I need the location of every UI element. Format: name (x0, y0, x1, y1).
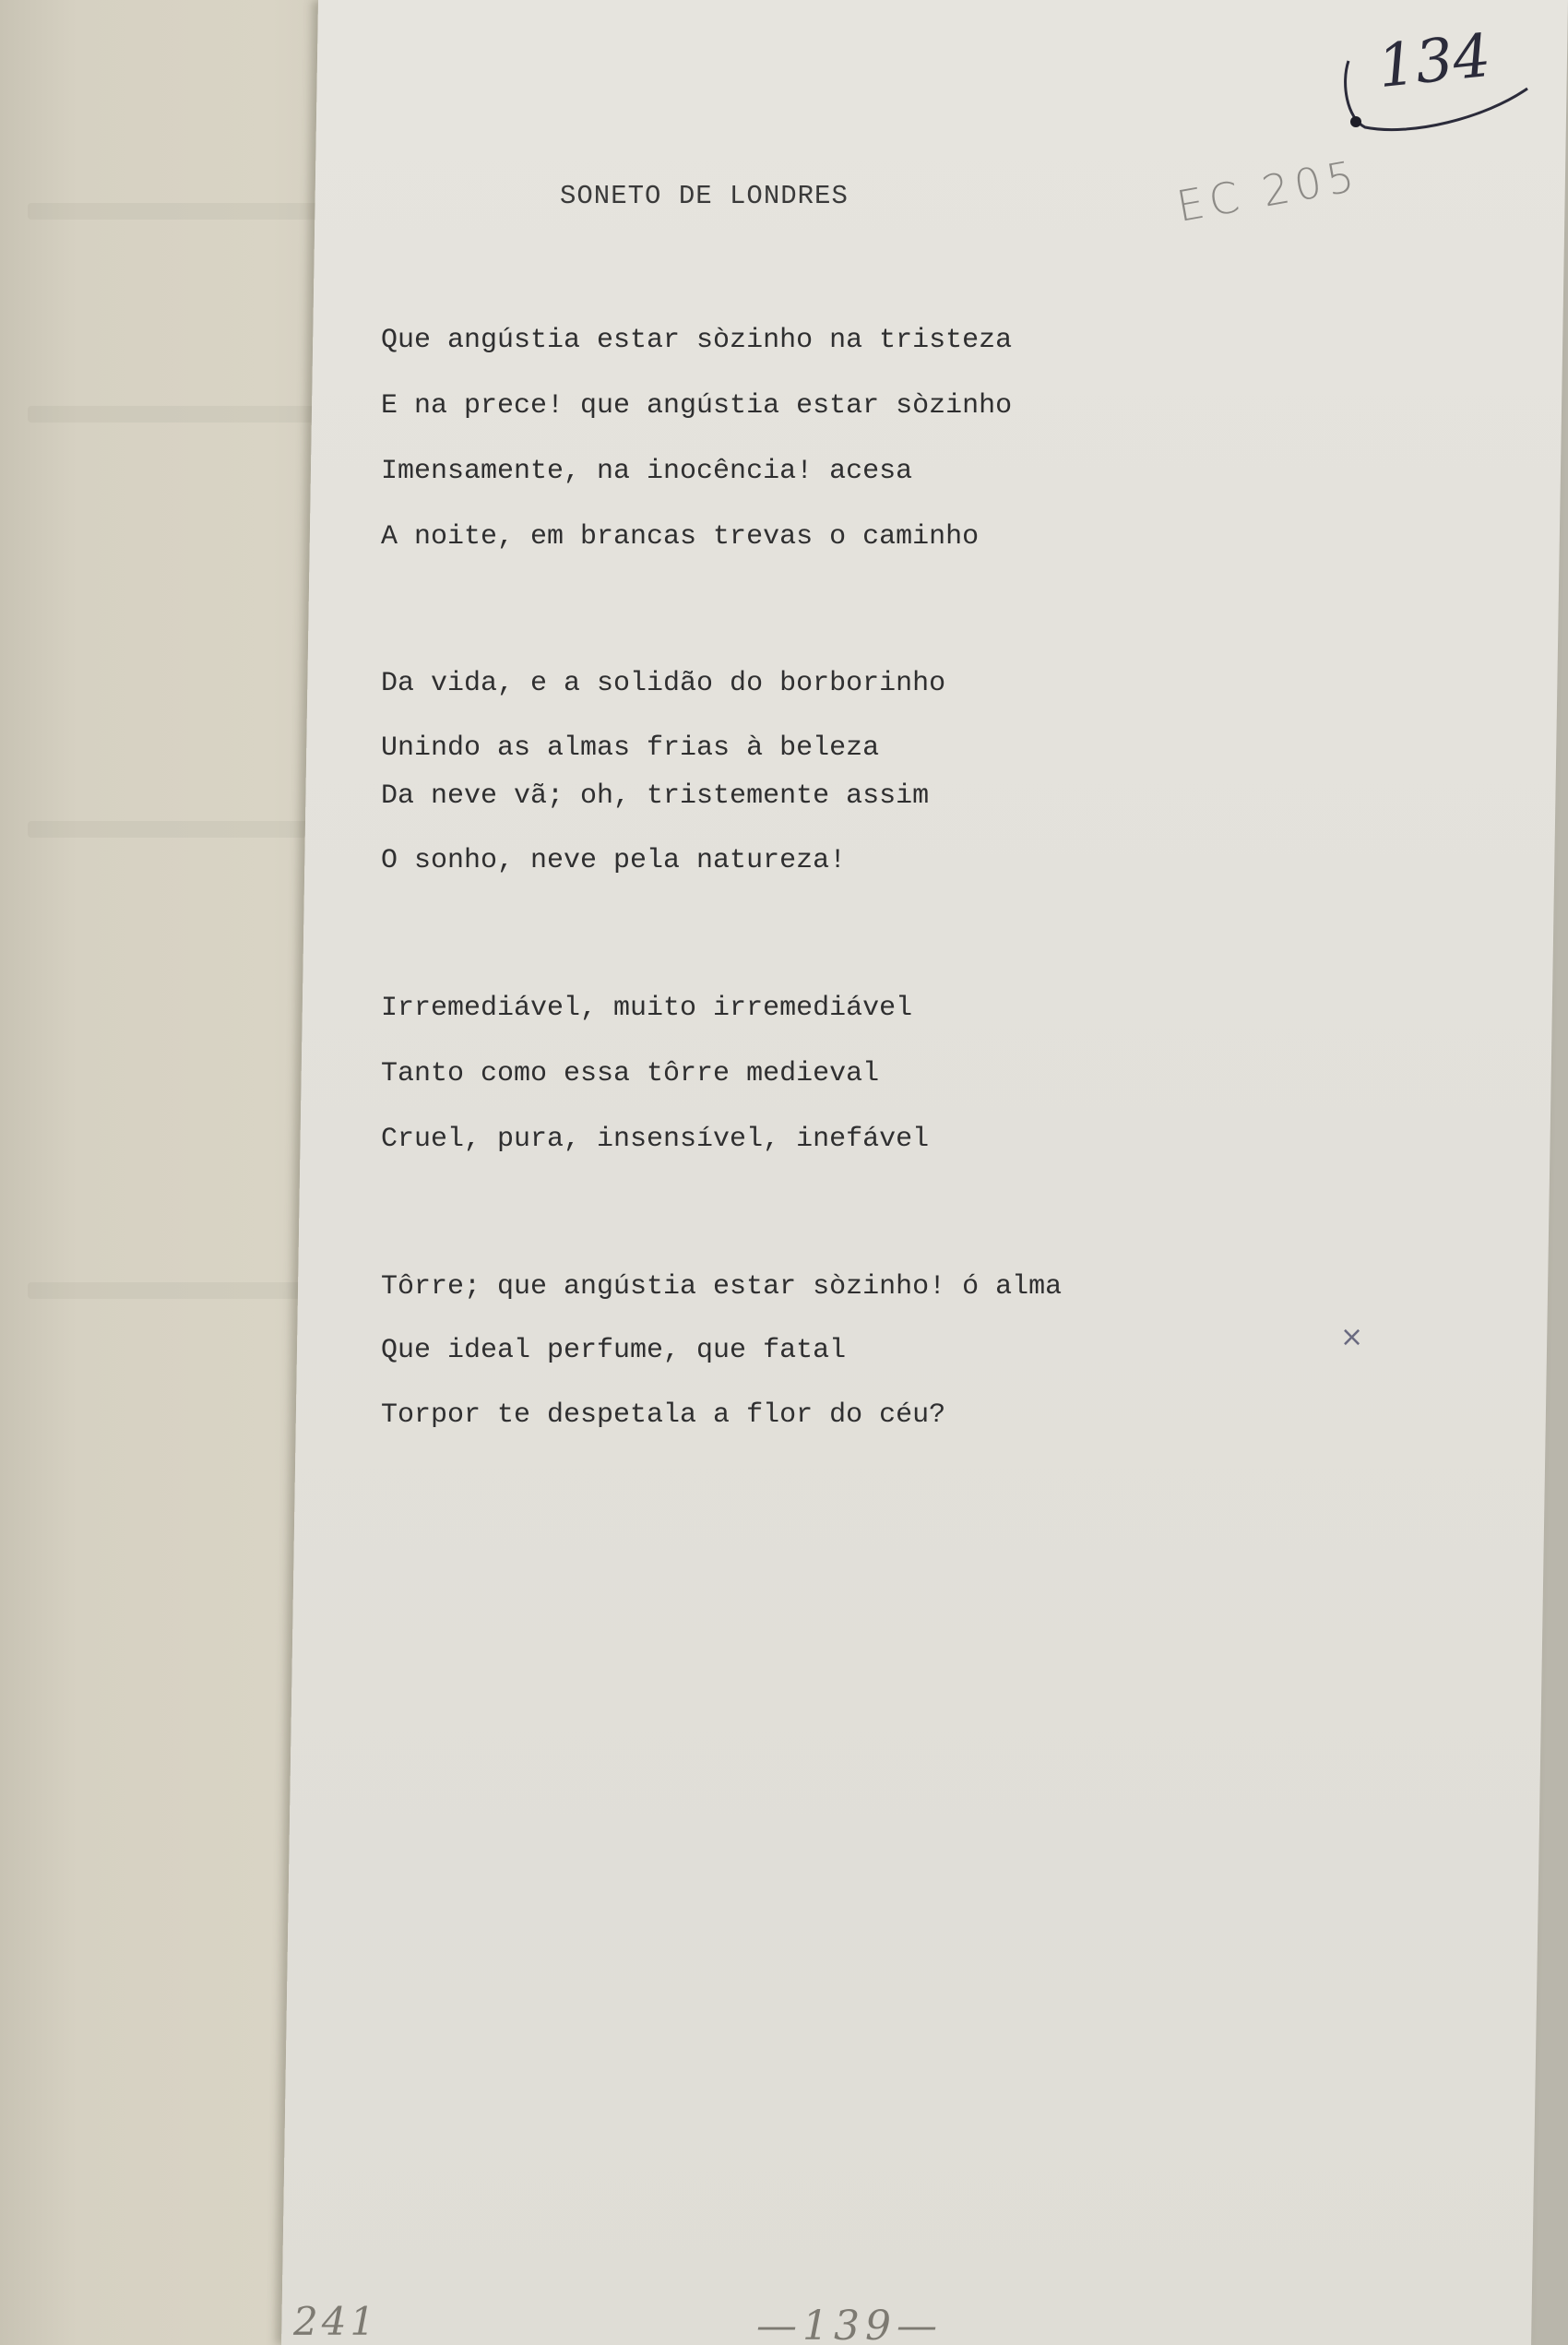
bottom-left-pencil-note: 241 (293, 2299, 379, 2344)
poem-line: Imensamente, na inocência! acesa (381, 456, 913, 487)
poem-line: O sonho, neve pela natureza! (381, 845, 847, 876)
poem-line: Da vida, e a solidão do borborinho (381, 668, 946, 699)
poem-line: Unindo as almas frias à beleza (381, 732, 880, 764)
poem-line: Irremediável, muito irremediável (381, 993, 913, 1024)
folio-annotation (1337, 18, 1531, 148)
poem-line: Que ideal perfume, que fatal (381, 1335, 847, 1366)
margin-x-mark: × (1340, 1321, 1364, 1353)
folio-number: 134 (1374, 21, 1494, 102)
poem-line: Tanto como essa tôrre medieval (381, 1058, 880, 1089)
pencil-archive-code: EC 205 (1172, 150, 1363, 232)
poem-title: SONETO DE LONDRES (560, 181, 849, 211)
poem-line: Que angústia estar sòzinho na tristeza (381, 325, 1013, 356)
poem-line: Cruel, pura, insensível, inefável (381, 1124, 930, 1155)
poem-line: A noite, em brancas trevas o caminho (381, 521, 980, 553)
poem-line: Da neve vã; oh, tristemente assim (381, 780, 930, 812)
poem-line: Tôrre; que angústia estar sòzinho! ó alma (381, 1271, 1063, 1303)
page-number: —139— (756, 2303, 943, 2345)
poem-line: E na prece! que angústia estar sòzinho (381, 390, 1013, 422)
poem-line: Torpor te despetala a flor do céu? (381, 1399, 946, 1431)
